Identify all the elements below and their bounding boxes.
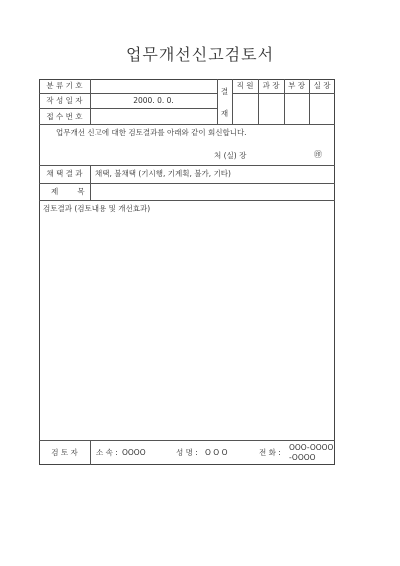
- approval-column-staff: 직 원: [236, 81, 254, 90]
- approval-column-section-chief: 과 장: [262, 81, 280, 90]
- adoption-result-label: 채 택 결 과: [46, 169, 83, 178]
- subject-label: 제 목: [51, 187, 85, 196]
- column-divider: [90, 440, 91, 465]
- approval-column-office-head: 실 장: [313, 81, 331, 90]
- signer-label: 처 (실) 장: [214, 151, 247, 160]
- name-label: 성 명 :: [176, 448, 198, 457]
- approval-column-dept-head: 부 장: [288, 81, 305, 90]
- date-written-label: 작 성 일 자: [46, 96, 83, 105]
- row-divider: [39, 93, 217, 94]
- name-value: O O O: [205, 448, 228, 457]
- phone-value-line2: -OOOO: [289, 453, 316, 462]
- reviewer-label: 검 토 자: [51, 448, 78, 457]
- phone-label: 전 화 :: [259, 448, 281, 457]
- approval-label: 결: [220, 87, 229, 96]
- seal-mark: ㊞: [314, 150, 322, 159]
- row-divider: [39, 200, 335, 201]
- row-divider: [39, 440, 335, 441]
- row-divider: [39, 108, 217, 109]
- classification-code-label: 분 류 기 호: [46, 81, 83, 90]
- adoption-options: 채택, 불채택 (기시행, 기계획, 불가, 기타): [95, 169, 231, 178]
- row-divider: [39, 165, 335, 166]
- approval-label-2: 재: [220, 109, 229, 118]
- column-divider: [90, 165, 91, 200]
- affiliation-value: OOOO: [122, 448, 146, 457]
- document-title: 업무개선신고검토서: [125, 45, 275, 64]
- row-divider: [39, 183, 335, 184]
- receipt-number-label: 접 수 번 호: [46, 112, 83, 121]
- statement-text: 업무개선 신고에 대한 검토결과를 아래와 같이 회신합니다.: [56, 128, 247, 137]
- date-written-value: 2000. 0. 0.: [133, 96, 174, 105]
- phone-value-line1: OOO-OOOO: [289, 443, 334, 452]
- row-divider: [39, 124, 335, 125]
- review-result-heading: 검토결과 (검토내용 및 개선효과): [43, 204, 151, 213]
- affiliation-label: 소 속 :: [96, 448, 118, 457]
